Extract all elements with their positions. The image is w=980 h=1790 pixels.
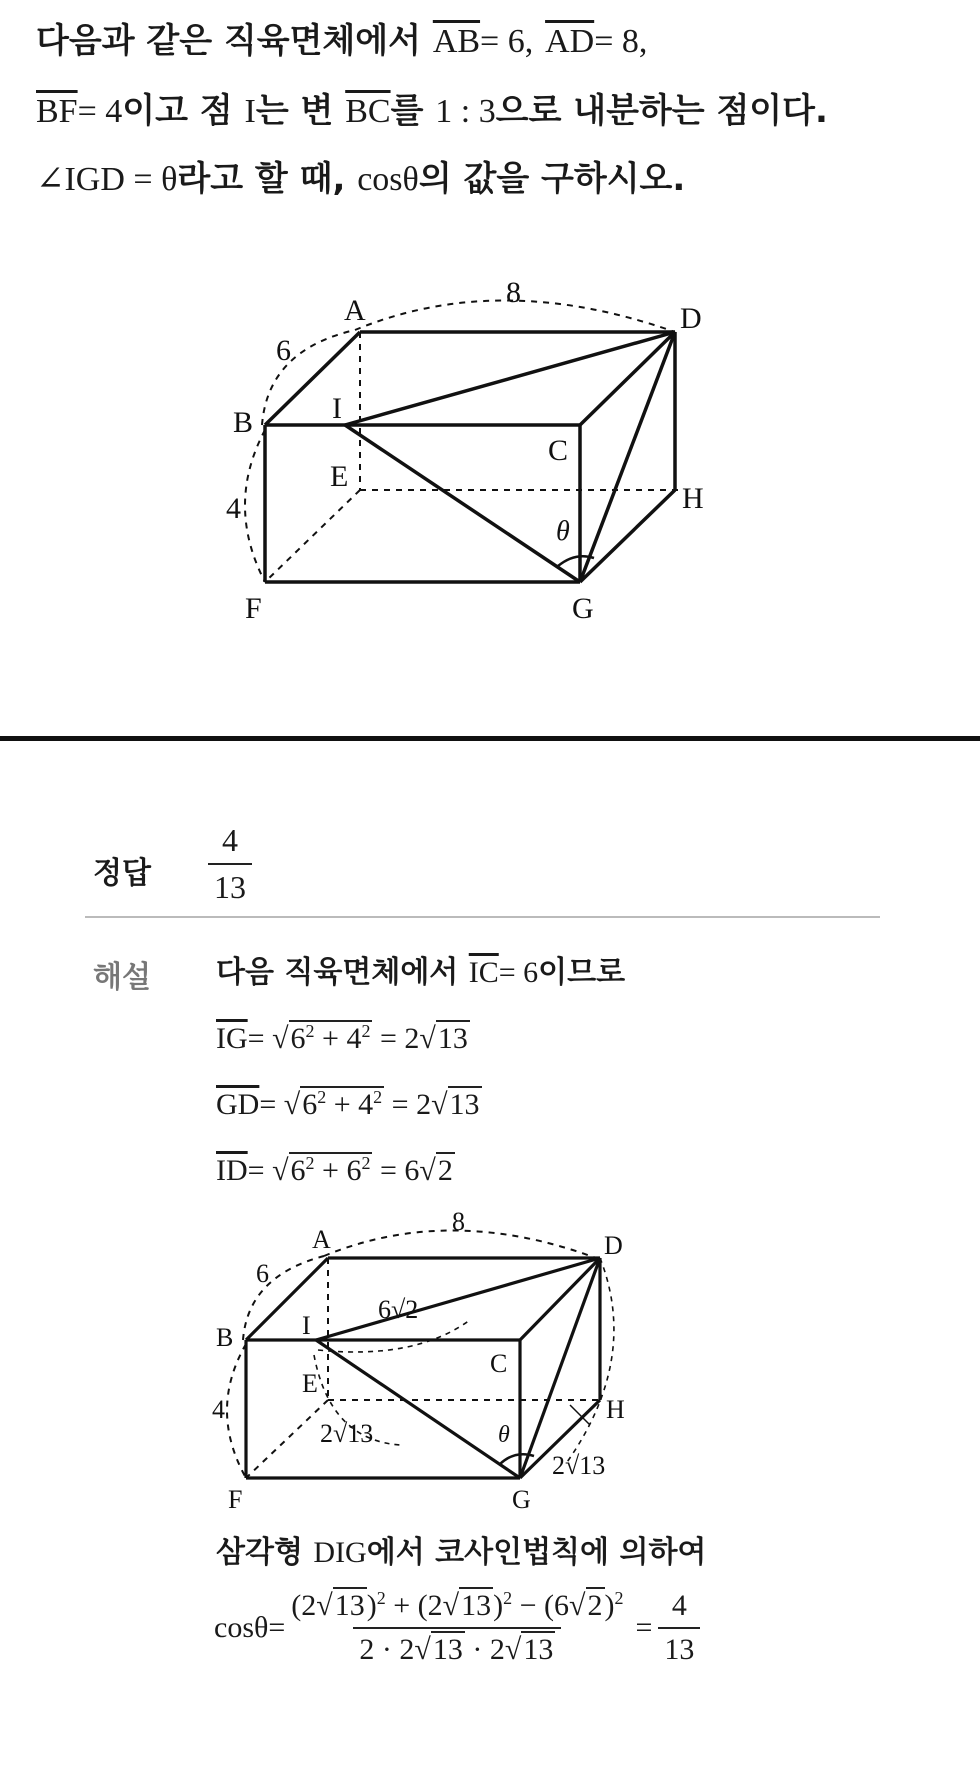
- length-ab: 6: [276, 334, 291, 367]
- angle-expression: ∠IGD = θ: [36, 161, 178, 198]
- cosine-formula: cosθ= $\frac{(2√13)^2 + (2√13)^2 - (6√2)^2}{2 \cdot 2√13 \cdot 2√13}$ = $\frac{4}{13}$: [214, 1588, 700, 1667]
- section-divider: [0, 736, 980, 741]
- length-gd: 2√13: [552, 1451, 606, 1480]
- answer-divider: [85, 916, 880, 918]
- length-ad: 8: [452, 1210, 465, 1236]
- label-d: D: [604, 1231, 623, 1260]
- length-bf: 4: [226, 492, 241, 525]
- label-g: G: [572, 592, 594, 625]
- problem-text: 다음과 같은 직육면체에서: [36, 21, 421, 61]
- length-ad: 8: [506, 276, 521, 309]
- solution-line-1: 다음 직육면체에서 $\overline{IC}= 6$이므로: [216, 955, 626, 990]
- label-d: D: [680, 302, 702, 335]
- cuboid-figure-2: [0, 1210, 980, 1510]
- solution-ig: $\overline{IG}= √6^2 + 4^2 = 2√13$: [216, 1021, 468, 1055]
- label-c: C: [548, 434, 569, 467]
- solution-id: $\overline{ID}= √6^2 + 6^2 = 6√2$: [216, 1153, 453, 1187]
- angle-theta: θ: [556, 516, 570, 547]
- answer-fraction: $\frac{4}{13}$: [208, 822, 252, 906]
- label-e: E: [302, 1369, 318, 1398]
- segment-ab: $\overline{AB}$: [432, 23, 481, 60]
- length-id: 6√2: [378, 1295, 419, 1324]
- label-a: A: [312, 1225, 331, 1254]
- length-ab: 6: [256, 1259, 269, 1288]
- cuboid-figure-1: [0, 260, 980, 640]
- segment-bf: $\overline{BF}$: [36, 93, 78, 130]
- label-e: E: [330, 460, 349, 493]
- solution-law-line: 삼각형 DIG에서 코사인법칙에 의하여: [216, 1535, 707, 1570]
- answer-label: 정답: [93, 856, 151, 891]
- label-h: H: [606, 1395, 625, 1424]
- label-i: I: [302, 1311, 311, 1340]
- segment-ad: $\overline{AD}$: [545, 23, 595, 60]
- problem-line-1: 다음과 같은 직육면체에서 $\overline{AB}= 6$, $\overline{AD}= 8$,: [36, 21, 648, 61]
- solution-label: 해설: [93, 960, 151, 995]
- label-a: A: [344, 294, 366, 327]
- length-ig: 2√13: [320, 1419, 374, 1448]
- label-b: B: [216, 1323, 234, 1352]
- label-c: C: [490, 1349, 508, 1378]
- label-h: H: [682, 482, 704, 515]
- length-bf: 4: [212, 1395, 225, 1424]
- solution-gd: $\overline{GD}= √6^2 + 4^2 = 2√13$: [216, 1087, 480, 1121]
- segment-bc: $\overline{BC}$: [345, 93, 391, 130]
- angle-theta: θ: [498, 1422, 510, 1448]
- label-f: F: [245, 592, 262, 625]
- cosine-result: $\frac{4}{13}$: [658, 1589, 700, 1667]
- label-g: G: [512, 1485, 531, 1510]
- label-i: I: [332, 392, 342, 425]
- problem-line-3: ∠IGD = θ라고 할 때, cosθ의 값을 구하시오.: [36, 159, 686, 199]
- cosine-fraction: $\frac{(2√13)^2 + (2√13)^2 - (6√2)^2}{2 \cdot 2√13 \cdot 2√13}$: [291, 1588, 624, 1666]
- label-b: B: [233, 406, 254, 439]
- label-f: F: [228, 1485, 243, 1510]
- problem-line-2: $\overline{BF}= 4$이고 점 I는 변 $\overline{BC}$를 1 : 3으로 내분하는 점이다.: [36, 91, 828, 131]
